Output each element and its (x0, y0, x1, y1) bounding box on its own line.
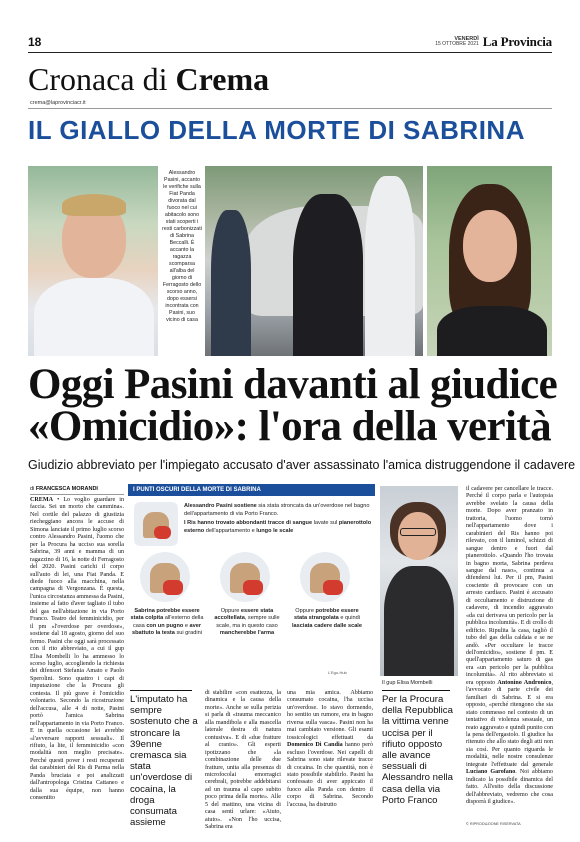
intro-text-3: dell'appartamento e (204, 528, 257, 535)
article-column-4 (466, 486, 553, 806)
scenario-caption-2 (210, 608, 284, 638)
article-column-3 (287, 690, 373, 809)
subhead: Giudizio abbreviato per l'impiegato accusato d'aver assassinato l'amica distruggendone il cadavere (28, 458, 576, 472)
infographic-title: I PUNTI OSCURI DELLA MORTE DI SABRINA (128, 484, 375, 496)
newspaper-logo: La Provincia (482, 34, 552, 49)
cap-c-bold-2: lasciata cadere dalle scale (292, 622, 362, 629)
intro-bold-4: lungo le scale (256, 528, 294, 535)
issue-day: VENERDÌ (454, 36, 479, 42)
photo-caption: Alessandro Pasini, accanto le verifiche sulla Fiat Panda divorata dal fuoco nel cui abitacolo sono stati scoperti i resti carbonizzati di Sabrina Beccalli. È accanto la ragazza scomparsa all'alba del giorno di Ferragosto dello scorso anno, dopo essersi incontrata con Pasini, suo vicino di casa (162, 170, 202, 323)
cap-a-text-2: e (183, 622, 190, 629)
cap-a-bold-1: Sabrina potrebbe essere stata colpita (130, 608, 200, 622)
cap-b-bold-1: essere stata accoltellata (214, 608, 274, 622)
issue-date-text: 15 OTTOBRE 2021 (435, 41, 479, 47)
pull-quote-2: Per la Procura della Repubblica la vittima venne uccisa per il rifiuto opposto alle avance sessuali di Alessandro nella casa della via Porto Franco (382, 694, 453, 806)
col4-text-2: , l'avvocato di parte civile dei familiari di Sabrina. E si era opposto, «perché ritengono che sia stato commesso nel contesto di un tentativo di violenza sessuale, un reato aggravato e quindi punito con la pena dell'ergastolo. Il giudice ha ritenuto che allo stato degli atti non sia così. Per quanto riguarda le modalità, nelle nostre consulenze integrate l'effettuate dal generale (466, 679, 553, 768)
cap-a-bold-3: aver sbattuto la testa (132, 622, 202, 637)
dateline: CREMA (30, 497, 54, 503)
cap-c-text-2: e quindi (338, 615, 360, 622)
article-col1-text: • Lo voglio guardare in faccia. Sei un morto che cammina». Nel cortile del palazzo di giustizia riecheggiano ancora le accuse di Simona lanciate il primo luglio scorso contro Alessandro Pasini, l'uomo che per la Procura ha ucciso sua sorella Sabrina, 39 anni e mamma di un ragazzino di 16, la notte di Ferragosto del 2020. Pasini carichi il corpo sull'auto di lei, una Fiat Panda. E diede fuoco alla macchina, nella campagna di Vergonzana. È questa, l'unica circostanza ammessa da Pasini, insieme al fatto d'aver tagliato il tubo del gas nell'abitazione in via Porto Franco. Teatro del femminicidio, per il pm «l'overdose per overdose», sostiene dal 18 agosto, giorno del suo fermo. Pasini che oggi sarà processato con il rito abbreviato, a cui il gup Elisa Mombelli lo ha ammesso lo scorso luglio, accogliendo la richiesta dei difensori Stefania Amato e Paolo Sperolini. Sono quattro i capi di imputazione che la Procura gli contesta. Il più grave è l'omicidio volontario. Secondo la ricostruzione dell'accusa, alle 4 di notte, Pasini portò l'amica Sabrina nell'appartamento in via Porto Franco. E in quella occasione lei avrebbe «l'avversare rapporti sessuali». Il rifiuto, la lite, il femminicidio «con modalità non meglio precisate». Perché questi pover i resti recuperati dai carabinieri del Ris di Parma nella Panda bruciata e poi analizzati dall'antropologa Cristina Cattaneo e dalla sua équipe, non hanno consentito (30, 497, 124, 802)
section-rule (28, 108, 552, 109)
cap-b-text-1: Oppure (220, 608, 241, 614)
col4-text-1: il cadavere per cancellare le tracce. Perché il corpo parla e l'autopsia avrebbe svelato la causa della morte. Dopo aver pranzato in trattoria, l'uomo tornò nell'appartamento dove i carabinieri del Ris hanno poi rilevato, con il luminol, schizzi di sangue dentro e fuori dal pianerottolo. «Quando l'ho trovata in bagno morta, Sabrina perdeva sangue dal naso», continua a difendersi lui. Per il pm, Pasini cosciente di provocare con un arresto cardiaco. Pasini è accusato di occultamento e distruzione di cadavere, di incendio aggravato «da cui derivava un pericolo per la pubblica incolumità». E di crollo di edificio. Ripulita la casa, tagliò il tubo del gas della caldaia e se ne andò. «Per occultare le tracce dell'omicidio», sostiene il pm. E quell'appartamento saturo di gas era «un pericolo per la pubblica incolumità». Al rito abbreviato si era opposto (466, 486, 553, 686)
pull-quote-1-rule (130, 690, 192, 691)
masthead (28, 33, 552, 51)
infographic-credit: L'Ego-Hub (328, 670, 347, 675)
headline-line-2: «Omicidio»: l'ora della verità (28, 403, 551, 450)
photo-gup-elisa-mombelli (380, 486, 458, 676)
cap-a-bold-2: con un pugno (146, 622, 184, 629)
scenario-strangle-illustration (300, 552, 350, 602)
section-city: Crema (175, 61, 270, 97)
scenario-knife-illustration (220, 552, 270, 602)
byline (30, 486, 124, 495)
col4-name-2: Luciano Garofano (466, 769, 516, 776)
cap-b-bold-2: mancherebbe l'arma (219, 630, 275, 637)
bathroom-illustration (134, 502, 178, 546)
photo-alessandro-pasini (28, 166, 158, 356)
section-email[interactable]: crema@laprovinciacr.it (30, 100, 86, 106)
col3-text-1: una mia amica. Abbiamo consumato cocaina, l'ha uccisa un'overdose. Io stavo dormendo, ho sentito un rumore, era in bagno riversa sulla vasca». Pasini non ha mai cambiato versione. Gli esami tossicologici effettuati da (287, 690, 373, 741)
cap-b-text-2: , sempre sulle scale, ma in questo caso (216, 615, 280, 629)
headline-line-1: Oggi Pasini davanti al giudice (28, 361, 558, 408)
copyright-notice: © RIPRODUZIONE RISERVATA (466, 822, 521, 826)
section-title (28, 62, 269, 96)
intro-bold-2: I Ris hanno trovato abbondanti tracce di sangue (184, 519, 313, 526)
intro-bold-1: Alessandro Pasini sostiene (184, 503, 257, 509)
col4-text-3: . Noi abbiamo indicato la possibile dinamica del fatto. All'esito della discussione dell'abbreviato, vedremo che cosa disporrà il giudice». (466, 769, 553, 806)
kicker: IL GIALLO DELLA MORTE DI SABRINA (28, 115, 525, 145)
byline-prefix: di (30, 486, 35, 492)
col3-text-2: hanno però escluso l'overdose. Nei capelli di Sabrina sono state rilevate tracce di cocaina. In che quantità, non è stato possibile stabilirlo. Pasini ha confessato di aver appiccato il fuoco alla Panda con dentro il corpo di Sabrina. Secondo l'accusa, ha distrutto (287, 742, 373, 808)
photo-sabrina-beccalli (427, 166, 552, 356)
section-prefix: Cronaca di (28, 61, 168, 97)
article-column-1 (30, 497, 124, 803)
article-column-2: di stabilire «con esattezza, la dinamica e la causa della morte». Anche se sulla perizia si parla di «trauma meccanico alla mandibola e alla mascella laterale destra di natura contusiva». E di «due fratture al cranio». Gli esperti ipotizzano che «la combinazione delle due fratture, unita alla presenza di microfocolai emorragici cerebrali, potrebbe addebitarsi ad un trauma al capo subito poco prima della morte». Alle 5 del mattino, una vicina di casa sentì urlare: «Aiuto, aiuto». «Non l'ho uccisa, Sabrina era (205, 690, 281, 831)
scenario-caption-1 (130, 608, 204, 638)
pull-quote-2-rule (382, 690, 450, 691)
gup-photo-caption: Il gup Elisa Mombelli (382, 680, 433, 686)
masthead-right (435, 34, 552, 50)
masthead-rule (28, 52, 552, 53)
cap-c-text-1: Oppure (295, 608, 316, 614)
headline (28, 361, 558, 450)
photo-investigation-scene (205, 166, 423, 356)
infographic-box (128, 484, 375, 674)
cap-a-text-1: all'esterno della casa (132, 615, 204, 629)
scenario-punch-illustration (140, 552, 190, 602)
infographic-intro (184, 502, 372, 536)
cap-a-text-3: sui gradini (174, 630, 202, 637)
issue-date (435, 37, 479, 47)
cap-c-bold-1: potrebbe essere stata strangolata (294, 608, 359, 622)
pull-quote-1: L'imputato ha sempre sostenuto che a stroncare la 39enne cremasca sia stata un'overdose di cocaina, la droga consumata assieme (130, 694, 198, 829)
intro-text-1: sia stata stroncata da un'overdose nel bagno dell'appartamento di via Porto Franco. (184, 503, 370, 518)
col4-name-1: Antonino Andronico (497, 679, 552, 686)
scenario-caption-3 (290, 608, 364, 630)
intro-bold-3: pianerottolo esterno (184, 519, 372, 535)
page-number: 18 (28, 35, 42, 49)
intro-text-2: lavate sul (312, 519, 339, 526)
col3-name: Domenico Di Candia (287, 742, 343, 749)
byline-author: FRANCESCA MORANDI (35, 486, 98, 492)
